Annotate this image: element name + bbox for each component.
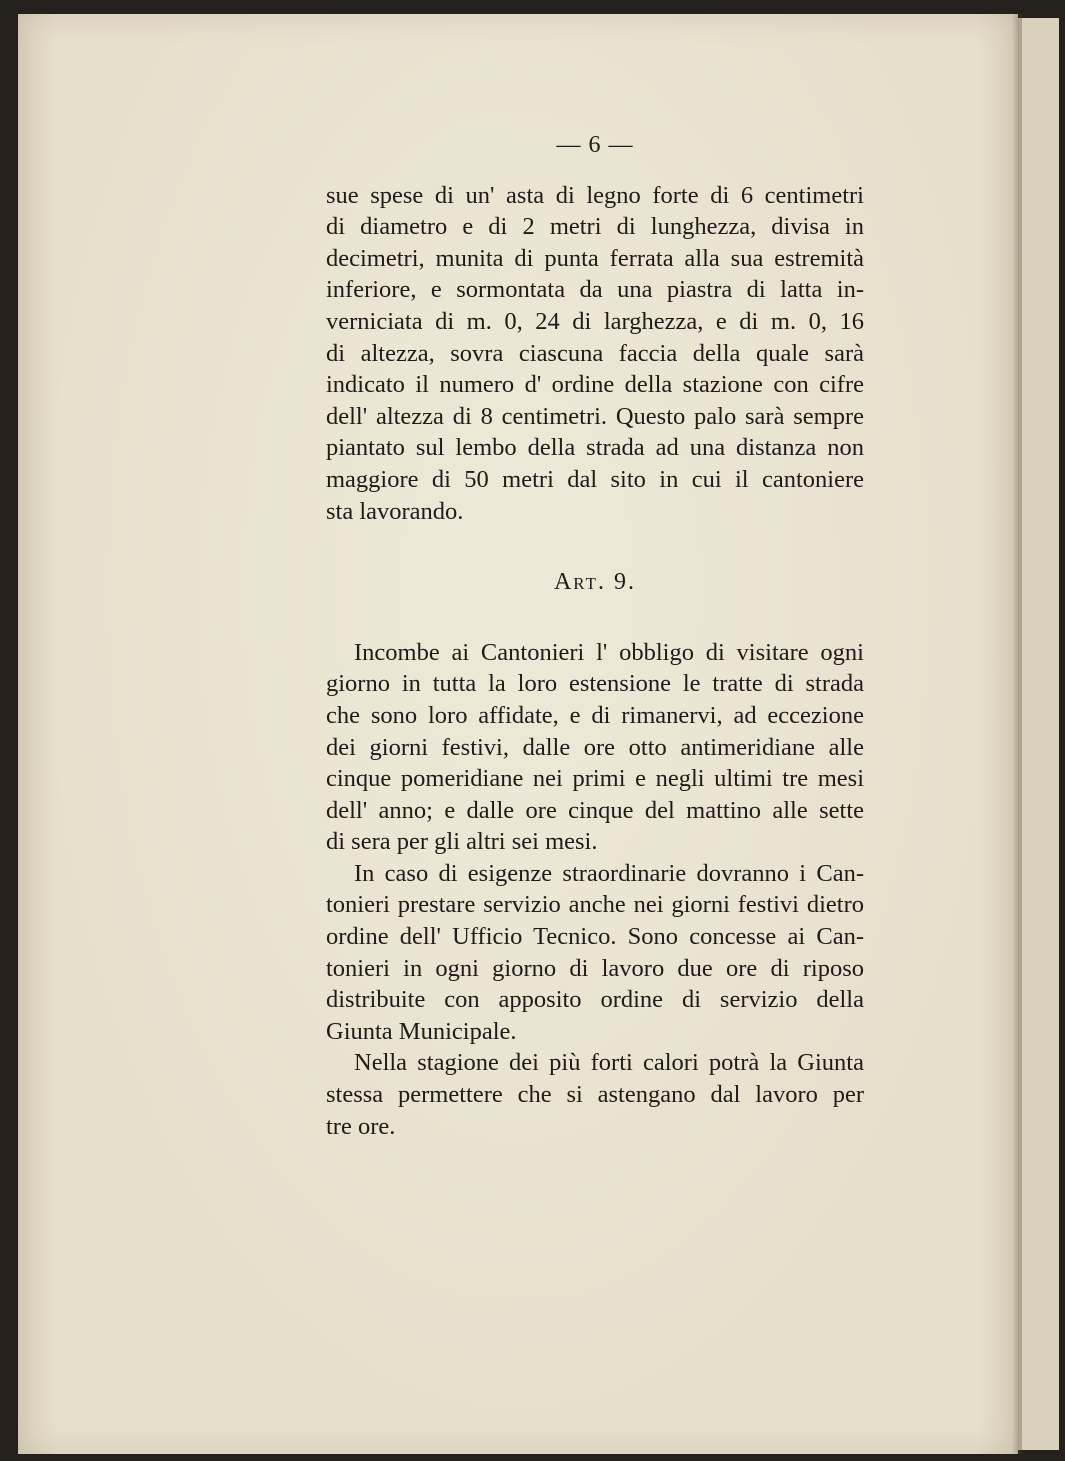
paragraph-2 — [326, 637, 864, 858]
text-line: Nella stagione dei più forti calori potrà la Giunta — [354, 1049, 864, 1077]
text-line: ordine dell' Ufficio Tecnico. Sono concesse ai Can- — [326, 923, 864, 951]
text-line: In caso di esigenze straordinarie dovranno i Can- — [354, 859, 864, 887]
text-line: tonieri prestare servizio anche nei giorni festivi dietro — [326, 891, 864, 919]
text-line: distribuite con apposito ordine di servizio della — [326, 986, 864, 1014]
text-line: giorno in tutta la loro estensione le tratte di strada — [326, 670, 864, 698]
adjacent-page-edge — [1018, 18, 1059, 1450]
text-line: di sera per gli altri sei mesi. — [326, 828, 598, 856]
text-line: che sono loro affidate, e di rimanervi, ad eccezione — [326, 701, 864, 729]
page-text — [326, 130, 864, 1142]
text-line: stessa permettere che si astengano dal lavoro per — [326, 1081, 864, 1109]
text-line: Incombe ai Cantonieri l' obbligo di visitare ogni — [354, 638, 864, 666]
text-line: sta lavorando. — [326, 497, 464, 525]
text-line: indicato il numero d' ordine della stazione con cifre — [326, 371, 864, 399]
text-line: dei giorni festivi, dalle ore otto antimeridiane alle — [326, 733, 864, 761]
text-line: cinque pomeridiane nei primi e negli ultimi tre mesi — [326, 765, 864, 793]
text-line: verniciata di m. 0, 24 di larghezza, e di m. 0, 16 — [326, 307, 864, 335]
text-line: sue spese di un' asta di legno forte di 6 centimetri — [326, 181, 864, 209]
text-line: inferiore, e sormontata da una piastra di latta in- — [326, 276, 864, 304]
text-line: decimetri, munita di punta ferrata alla sua estremità — [326, 244, 864, 272]
text-line: piantato sul lembo della strada ad una distanza non — [326, 434, 864, 462]
text-line: dell' altezza di 8 centimetri. Questo palo sarà sempre — [326, 402, 864, 430]
text-line: dell' anno; e dalle ore cinque del mattino alle sette — [326, 796, 864, 824]
paragraph-4 — [326, 1047, 864, 1142]
article-heading — [326, 567, 864, 599]
text-line: di altezza, sovra ciascuna faccia della quale sarà — [326, 339, 864, 367]
spine-shadow — [1012, 14, 1022, 1454]
text-line: tonieri in ogni giorno di lavoro due ore di riposo — [326, 954, 864, 982]
text-line: tre ore. — [326, 1112, 396, 1140]
paragraph-1 — [326, 180, 864, 528]
text-line: maggiore di 50 metri dal sito in cui il cantoniere — [326, 465, 864, 493]
text-line: di diametro e di 2 metri di lunghezza, divisa in — [326, 213, 864, 241]
text-line: Giunta Municipale. — [326, 1017, 517, 1045]
article-heading-text: Art. 9. — [553, 569, 637, 596]
paragraph-3 — [326, 858, 864, 1048]
page-number: — 6 — — [556, 132, 634, 158]
